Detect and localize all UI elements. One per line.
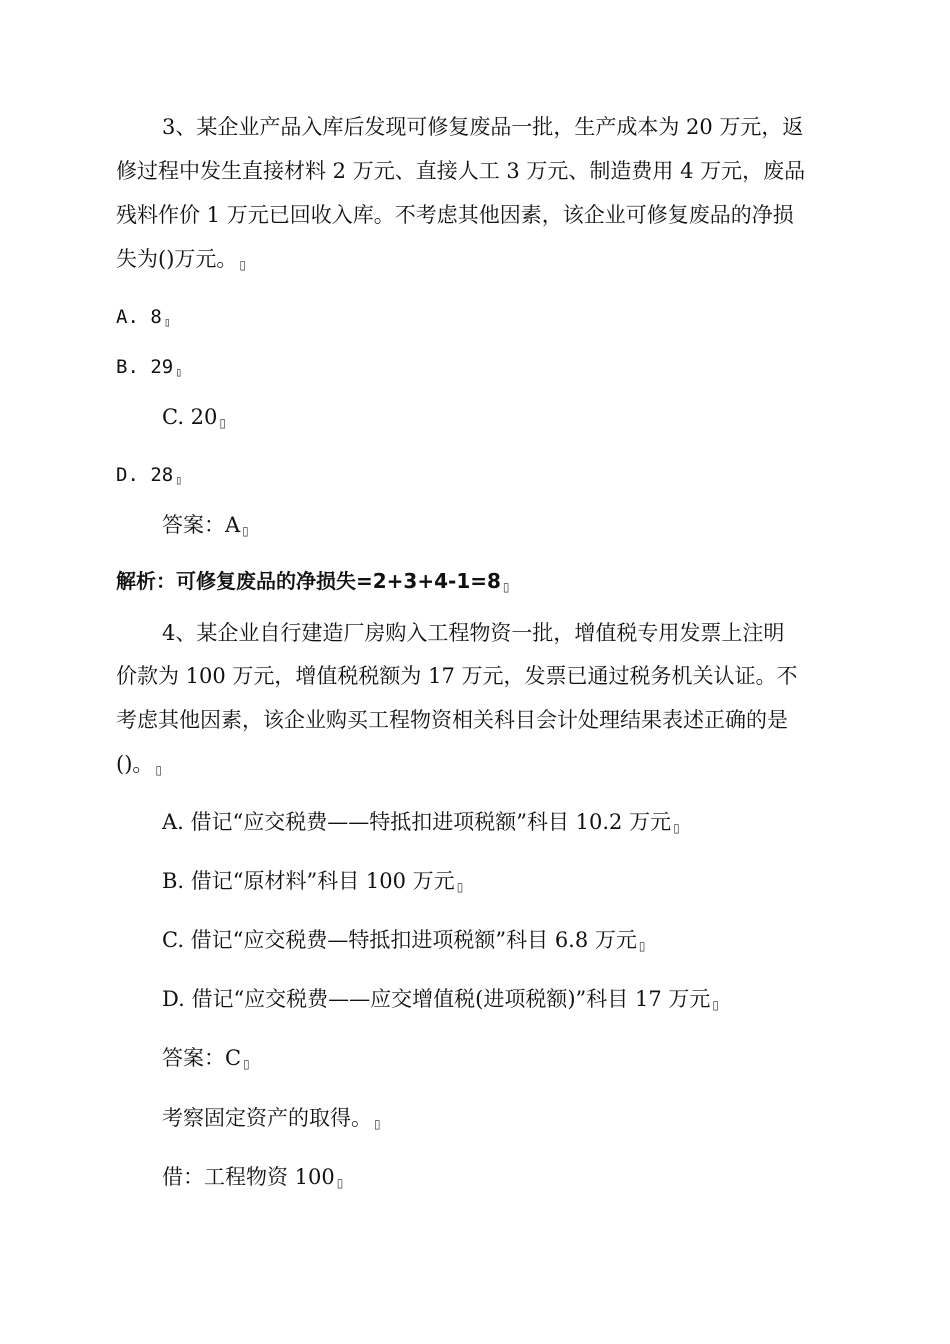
q3-stem-line-2: 修过程中发生直接材料 2 万元、直接人工 3 万元、制造费用 4 万元，废品	[116, 159, 806, 183]
q4-answer: 答案：C ▯	[162, 1046, 250, 1071]
paragraph-mark-icon: ▯	[374, 1117, 381, 1131]
q3-option-b: B. 29 ▯	[116, 356, 183, 379]
q4-journal-entry: 借：工程物资 100 ▯	[162, 1165, 344, 1190]
q4-stem-line-4: ()。 ▯	[116, 752, 162, 777]
q4-note: 考察固定资产的取得。 ▯	[162, 1106, 381, 1131]
paragraph-mark-icon: ▯	[673, 821, 680, 835]
paragraph-mark-icon: ▯	[239, 258, 246, 272]
q3-answer: 答案：A ▯	[162, 513, 249, 538]
q3-stem-line-4: 失为()万元。 ▯	[116, 247, 246, 272]
q4-stem-line-2: 价款为 100 万元，增值税税额为 17 万元，发票已通过税务机关认证。不	[116, 664, 798, 688]
q3-analysis: 解析：可修复废品的净损失=2+3+4-1=8 ▯	[116, 569, 510, 594]
q4-option-d: D. 借记“应交税费——应交增值税(进项税额)”科目 17 万元 ▯	[162, 987, 719, 1012]
paragraph-mark-icon: ▯	[175, 365, 183, 379]
q4-stem-line-1: 4、某企业自行建造厂房购入工程物资一批，增值税专用发票上注明	[162, 621, 785, 645]
q3-option-c: C. 20 ▯	[162, 405, 227, 430]
paragraph-mark-icon: ▯	[219, 416, 227, 430]
paragraph-mark-icon: ▯	[456, 880, 464, 894]
q3-option-a: A. 8 ▯	[116, 306, 171, 329]
paragraph-mark-icon: ▯	[175, 473, 183, 487]
paragraph-mark-icon: ▯	[712, 998, 719, 1012]
paragraph-mark-icon: ▯	[336, 1176, 344, 1190]
paragraph-mark-icon: ▯	[243, 1057, 250, 1071]
paragraph-mark-icon: ▯	[638, 939, 646, 953]
paragraph-mark-icon: ▯	[163, 315, 171, 329]
q3-option-d: D. 28 ▯	[116, 464, 183, 487]
paragraph-mark-icon: ▯	[155, 763, 162, 777]
q3-stem-line-3: 残料作价 1 万元已回收入库。不考虑其他因素，该企业可修复废品的净损	[116, 203, 794, 227]
q3-stem-line-1: 3、某企业产品入库后发现可修复废品一批，生产成本为 20 万元，返	[162, 115, 804, 139]
q4-stem-line-3: 考虑其他因素，该企业购买工程物资相关科目会计处理结果表述正确的是	[116, 708, 788, 732]
paragraph-mark-icon: ▯	[242, 524, 249, 538]
q4-option-c: C. 借记“应交税费—特抵扣进项税额”科目 6.8 万元 ▯	[162, 928, 646, 953]
q4-option-a: A. 借记“应交税费——特抵扣进项税额”科目 10.2 万元 ▯	[162, 810, 680, 835]
q4-option-b: B. 借记“原材料”科目 100 万元 ▯	[162, 869, 464, 894]
paragraph-mark-icon: ▯	[502, 580, 510, 594]
